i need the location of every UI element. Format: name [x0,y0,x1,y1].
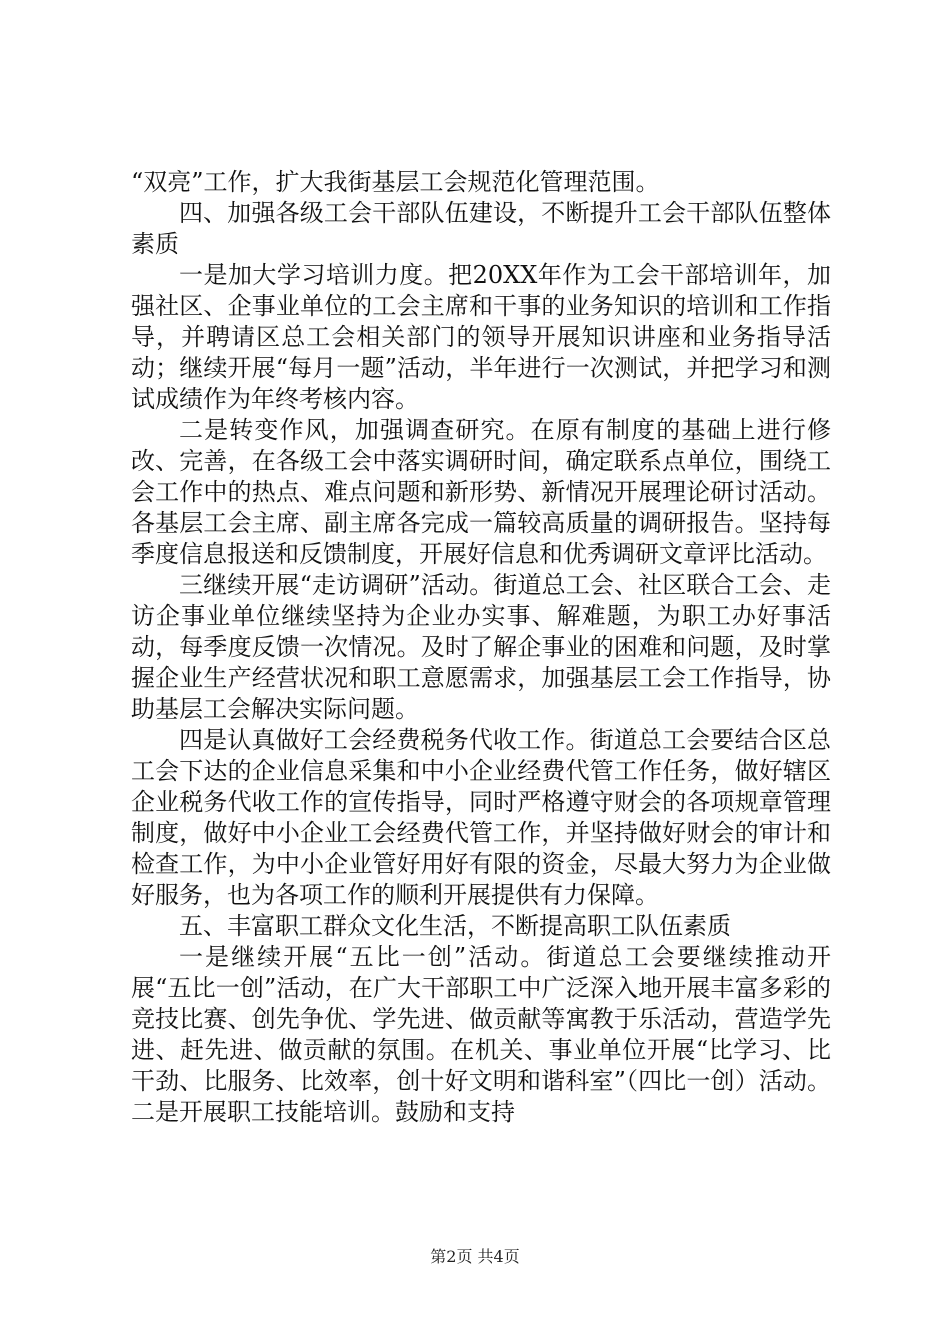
paragraph-3: 一是加大学习培训力度。把20XX年作为工会干部培训年，加强社区、企事业单位的工会主席和干事的业务知识的培训和工作指导，并聘请区总工会相关部门的领导开展知识讲座和业务指导活动；继续开展“每月一题”活动，半年进行一次测试，并把学习和测试成绩作为年终考核内容。 [131,261,831,413]
section-heading-4: 四、加强各级工会干部队伍建设，不断提升工会干部队伍整体素质 [131,199,831,258]
page-number-footer: 第2页 共4页 [430,1247,520,1266]
paragraph-1: “双亮”工作，扩大我街基层工会规范化管理范围。 [131,168,660,196]
paragraph-8: 一是继续开展“五比一创”活动。街道总工会要继续推动开展“五比一创”活动，在广大干部职工中广泛深入地开展丰富多彩的竞技比赛、创先争优、学先进、做贡献等寓教于乐活动，营造学先进、赶先进、做贡献的氛围。在机关、事业单位开展“比学习、比干劲、比服务、比效率，创十好文明和谐科室”（四比一创）活动。二是开展职工技能培训。鼓励和支持 [131,943,831,1126]
paragraph-6: 四是认真做好工会经费税务代收工作。街道总工会要结合区总工会下达的企业信息采集和中小企业经费代管工作任务，做好辖区企业税务代收工作的宣传指导，同时严格遵守财会的各项规章管理制度，做好中小企业工会经费代管工作，并坚持做好财会的审计和检查工作，为中小企业管好用好有限的资金，尽最大努力为企业做好服务，也为各项工作的顺利开展提供有力保障。 [131,726,831,909]
section-heading-5: 五、丰富职工群众文化生活，不断提高职工队伍素质 [179,912,731,940]
paragraph-4: 二是转变作风，加强调查研究。在原有制度的基础上进行修改、完善，在各级工会中落实调研时间，确定联系点单位，围绕工会工作中的热点、难点问题和新形势、新情况开展理论研讨活动。各基层工会主席、副主席各完成一篇较高质量的调研报告。坚持每季度信息报送和反馈制度，开展好信息和优秀调研文章评比活动。 [131,416,831,568]
document-body [131,167,831,1128]
paragraph-5: 三继续开展“走访调研”活动。街道总工会、社区联合工会、走访企事业单位继续坚持为企业办实事、解难题，为职工办好事活动，每季度反馈一次情况。及时了解企事业的困难和问题，及时掌握企业生产经营状况和职工意愿需求，加强基层工会工作指导，协助基层工会解决实际问题。 [131,571,831,723]
